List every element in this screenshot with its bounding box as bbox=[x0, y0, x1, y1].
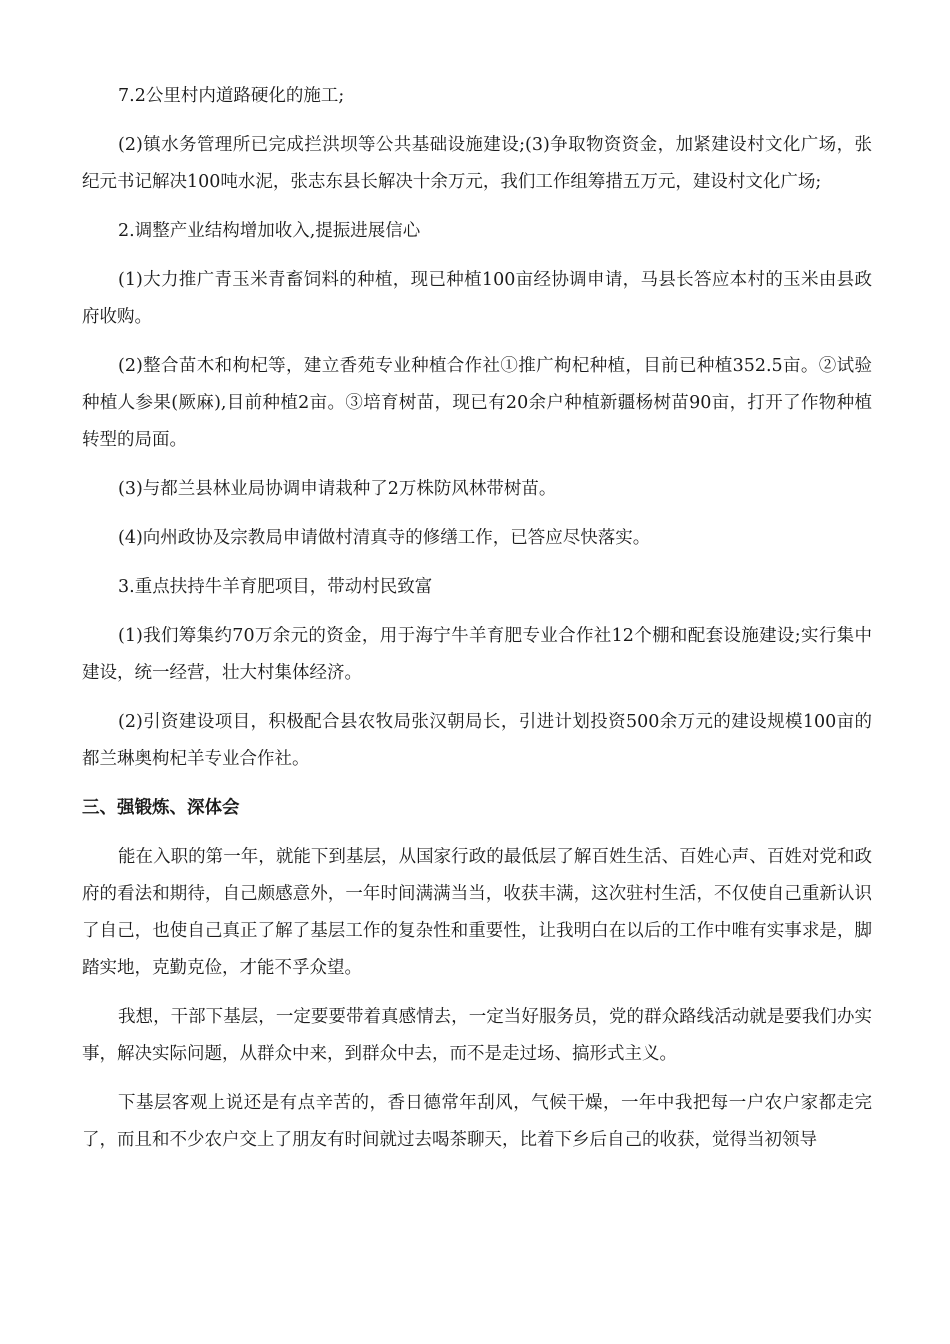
paragraph: (4)向州政协及宗教局申请做村清真寺的修缮工作，已答应尽快落实。 bbox=[118, 528, 651, 548]
paragraph: (2)整合苗木和枸杞等，建立香苑专业种植合作社①推广枸杞种植，目前已种植352.5亩。②试验种植人参果(厥麻),目前种植2亩。③培育树苗，现已有20余户种植新疆杨树苗90亩，打开了作物种植转型的局面。 bbox=[82, 356, 872, 450]
body-paragraph: 下基层客观上说还是有点辛苦的，香日德常年刮风，气候干燥，一年中我把每一户农户家都走完了，而且和不少农户交上了朋友有时间就过去喝茶聊天，比着下乡后自己的收获，觉得当初领导 bbox=[82, 1093, 872, 1150]
paragraph: 3.重点扶持牛羊育肥项目，带动村民致富 bbox=[118, 577, 433, 597]
document-page bbox=[82, 78, 872, 1171]
paragraph: 2.调整产业结构增加收入,提振进展信心 bbox=[118, 221, 421, 241]
paragraph: (2)引资建设项目，积极配合县农牧局张汉朝局长，引进计划投资500余万元的建设规模100亩的都兰琳奥枸杞羊专业合作社。 bbox=[82, 712, 872, 769]
paragraph: (3)与都兰县林业局协调申请栽种了2万株防风林带树苗。 bbox=[118, 479, 557, 499]
section-heading: 三、强锻炼、深体会 bbox=[82, 798, 240, 818]
body-paragraph: 我想，干部下基层，一定要要带着真感情去，一定当好服务员，党的群众路线活动就是要我们办实事，解决实际问题，从群众中来，到群众中去，而不是走过场、搞形式主义。 bbox=[82, 1007, 872, 1064]
body-paragraph: 能在入职的第一年，就能下到基层，从国家行政的最低层了解百姓生活、百姓心声、百姓对党和政府的看法和期待，自己颇感意外，一年时间满满当当，收获丰满，这次驻村生活，不仅使自己重新认识了自己，也使自己真正了解了基层工作的复杂性和重要性，让我明白在以后的工作中唯有实事求是，脚踏实地，克勤克俭，才能不孚众望。 bbox=[82, 847, 872, 978]
paragraph: (1)大力推广青玉米青畜饲料的种植，现已种植100亩经协调申请，马县长答应本村的玉米由县政府收购。 bbox=[82, 270, 872, 327]
paragraph: (2)镇水务管理所已完成拦洪坝等公共基础设施建设;(3)争取物资资金，加紧建设村文化广场，张纪元书记解决100吨水泥，张志东县长解决十余万元，我们工作组筹措五万元，建设村文化广场; bbox=[82, 135, 872, 192]
paragraph: 7.2公里村内道路硬化的施工; bbox=[118, 86, 345, 106]
paragraph: (1)我们筹集约70万余元的资金，用于海宁牛羊育肥专业合作社12个棚和配套设施建设;实行集中建设，统一经营，壮大村集体经济。 bbox=[82, 626, 872, 683]
